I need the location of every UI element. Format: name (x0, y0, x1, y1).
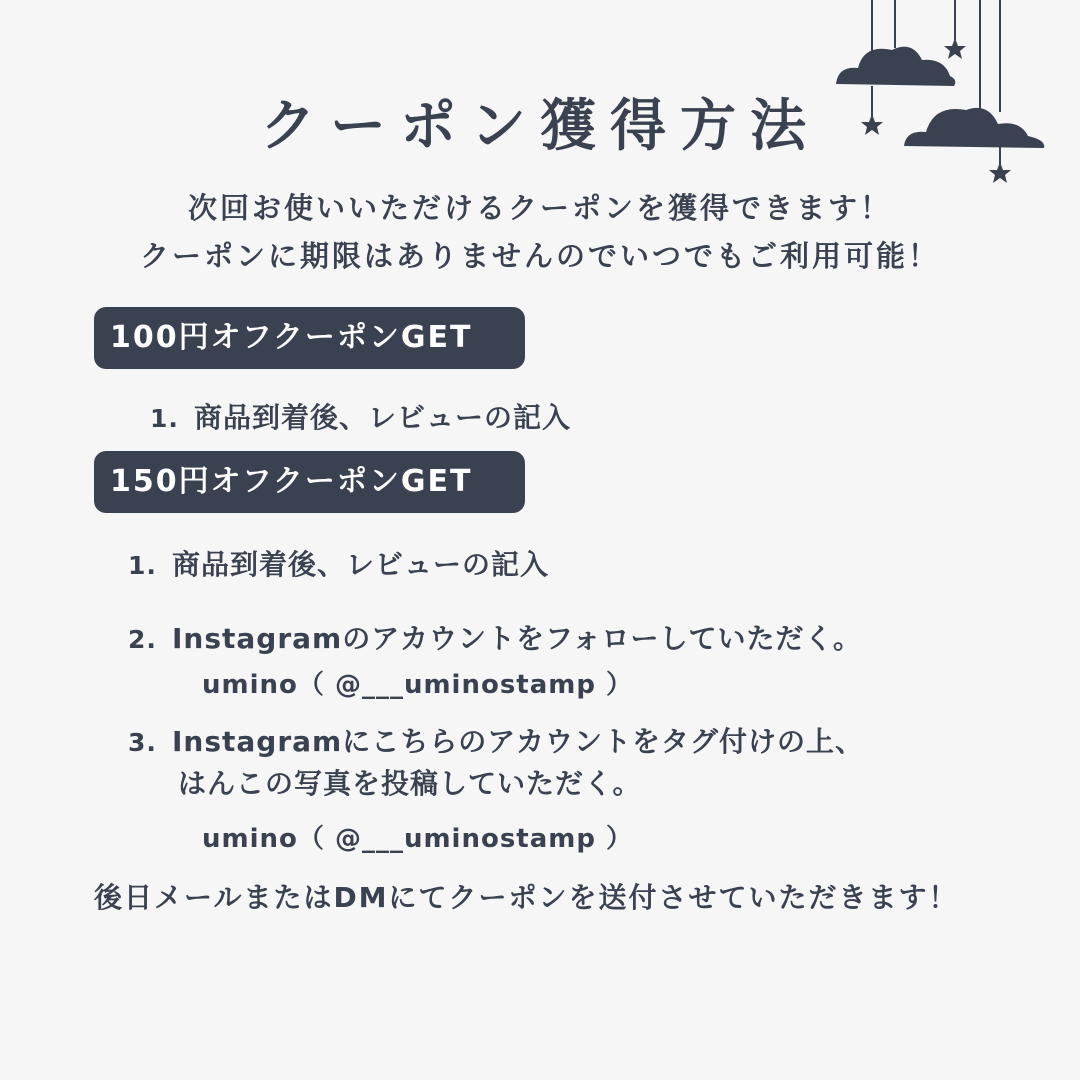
coupon-150-badge: 150円オフクーポンGET (94, 451, 525, 513)
step-number: 3. (128, 728, 157, 757)
step-number: 1. (150, 404, 179, 433)
page-title: クーポン獲得方法 (260, 94, 820, 159)
cloud-icon (836, 47, 955, 86)
step-item (128, 543, 549, 583)
step-item (150, 396, 571, 436)
step-item (128, 617, 862, 657)
step-text: 商品到着後、レビューの記入 (172, 548, 550, 581)
step-item (128, 720, 864, 760)
step-number: 1. (128, 551, 157, 580)
coupon-100-badge: 100円オフクーポンGET (94, 307, 525, 369)
intro-line-1: 次回お使いいただけるクーポンを獲得できます！ (187, 191, 892, 225)
instagram-handle: umino（ @___uminostamp ） (202, 670, 634, 700)
instagram-handle: umino（ @___uminostamp ） (202, 824, 634, 854)
step-text: Instagramにこちらのアカウントをタグ付けの上、 (172, 725, 864, 758)
step-number: 2. (128, 625, 157, 654)
step-text: Instagramのアカウントをフォローしていただく。 (172, 622, 862, 655)
closing-note: 後日メールまたはDMにてクーポンを送付させていただきます！ (94, 881, 959, 914)
step-text: 商品到着後、レビューの記入 (194, 401, 572, 434)
step-text-continued: はんこの写真を投稿していただく。 (178, 767, 642, 800)
intro-line-2: クーポンに期限はありませんのでいつでもご利用可能！ (139, 239, 940, 273)
